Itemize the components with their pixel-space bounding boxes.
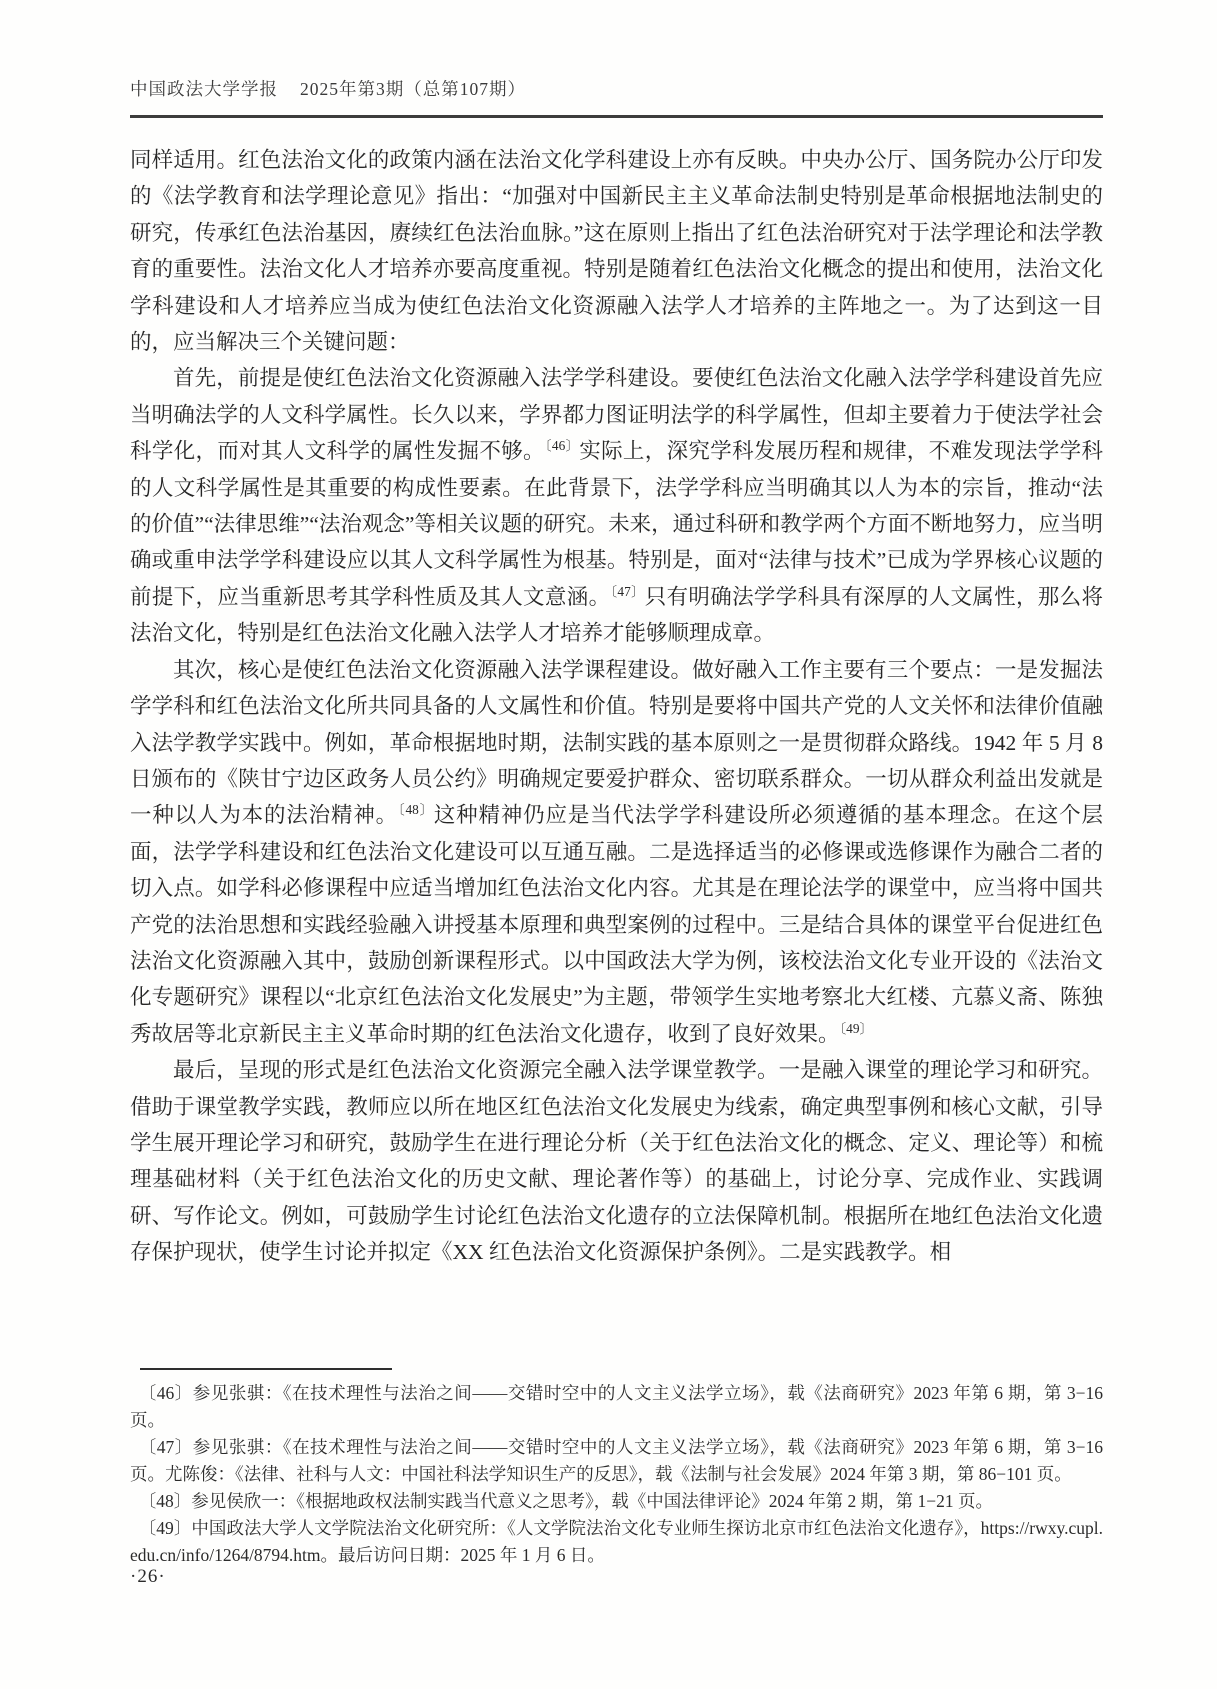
page-number: ·26· [130,1566,166,1587]
footnote-ref: 〔46〕 [544,438,580,454]
footnote-47: 〔47〕参见张骐：《在技术理性与法治之间——交错时空中的人文主义法学立场》，载《法商研究》2023 年第 6 期，第 3−16 页。尤陈俊：《法律、社科与人文：中国社科法学知识生产的反思》，载《法制与社会发展》2024 年第 3 期，第 86−101 页。 [130,1437,1103,1484]
issue-info: 2025年第3期（总第107期） [300,79,526,99]
footnote-ref: 〔48〕 [398,802,434,818]
footnote-area [130,1368,1103,1569]
paragraph: 其次，核心是使红色法治文化资源融入法学课程建设。做好融入工作主要有三个要点：一是发掘法学学科和红色法治文化所共同具备的人文属性和价值。特别是要将中国共产党的人文关怀和法律价值融入法学教学实践中。例如，革命根据地时期，法制实践的基本原则之一是贯彻群众路线。1942 年 5 月 8 日颁布的《陕甘宁边区政务人员公约》明确规定要爱护群众、密切联系群众。一切从群众利益出发就是一种以人为本的法治精神。$^{〔48〕}$这种精神仍应是当代法学学科建设所必须遵循的基本理念。在这个层面，法学学科建设和红色法治文化建设可以互通互融。二是选择适当的必修课或选修课作为融合二者的切入点。如学科必修课程中应适当增加红色法治文化内容。尤其是在理论法学的课堂中，应当将中国共产党的法治思想和实践经验融入讲授基本原理和典型案例的过程中。三是结合具体的课堂平台促进红色法治文化资源融入其中，鼓励创新课程形式。以中国政法大学为例，该校法治文化专业开设的《法治文化专题研究》课程以“北京红色法治文化发展史”为主题，带领学生实地考察北大红楼、亢慕义斋、陈独秀故居等北京新民主主义革命时期的红色法治文化遗存，收到了良好效果。$^{〔49〕}$ [130,657,1103,1046]
paragraph: 首先，前提是使红色法治文化资源融入法学学科建设。要使红色法治文化融入法学学科建设首先应当明确法学的人文科学属性。长久以来，学界都力图证明法学的科学属性，但却主要着力于使法学社会科学化，而对其人文科学的属性发掘不够。$^{〔46〕}$实际上，深究学科发展历程和规律，不难发现法学学科的人文科学属性是其重要的构成性要素。在此背景下，法学学科应当明确其以人为本的宗旨，推动“法的价值”“法律思维”“法治观念”等相关议题的研究。未来，通过科研和教学两个方面不断地努力，应当明确或重申法学学科建设应以其人文科学属性为根基。特别是，面对“法律与技术”已成为学界核心议题的前提下，应当重新思考其学科性质及其人文意涵。$^{〔47〕}$只有明确法学学科具有深厚的人文属性，那么将法治文化，特别是红色法治文化融入法学人才培养才能够顺理成章。 [130,366,1103,646]
paragraph: 最后，呈现的形式是红色法治文化资源完全融入法学课堂教学。一是融入课堂的理论学习和研究。借助于课堂教学实践，教师应以所在地区红色法治文化发展史为线索，确定典型事例和核心文献，引导学生展开理论学习和研究，鼓励学生在进行理论分析（关于红色法治文化的概念、定义、理论等）和梳理基础材料（关于红色法治文化的历史文献、理论著作等）的基础上，讨论分享、完成作业、实践调研、写作论文。例如，可鼓励学生讨论红色法治文化遗存的立法保障机制。根据所在地红色法治文化遗存保护现状，使学生讨论并拟定《XX 红色法治文化资源保护条例》。二是实践教学。相 [130,1058,1103,1265]
paragraph: 同样适用。红色法治文化的政策内涵在法治文化学科建设上亦有反映。中央办公厅、国务院办公厅印发的《法学教育和法学理论意见》指出：“加强对中国新民主主义革命法制史特别是革命根据地法制史的研究，传承红色法治基因，赓续红色法治血脉。”这在原则上指出了红色法治研究对于法学理论和法学教育的重要性。法治文化人才培养亦要高度重视。特别是随着红色法治文化概念的提出和使用，法治文化学科建设和人才培养应当成为使红色法治文化资源融入法学人才培养的主阵地之一。为了达到这一目的，应当解决三个关键问题： [130,148,1103,355]
footnote-46: 〔46〕参见张骐：《在技术理性与法治之间——交错时空中的人文主义法学立场》，载《法商研究》2023 年第 6 期，第 3−16 页。 [130,1383,1103,1430]
footnote-49: 〔49〕中国政法大学人文学院法治文化研究所：《人文学院法治文化专业师生探访北京市红色法治文化遗存》，https://rwxy.cupl.edu.cn/info/1264/8794.htm。最后访问日期：2025 年 1 月 6 日。 [130,1518,1103,1565]
header-rule [130,115,1103,118]
footnote-48: 〔48〕参见侯欣一：《根据地政权法制实践当代意义之思考》，载《中国法律评论》2024 年第 2 期，第 1−21 页。 [138,1491,993,1511]
footnote-rule [140,1368,392,1370]
footnote-ref: 〔47〕 [610,583,645,599]
body-text [130,142,1103,1271]
journal-name: 中国政法大学学报 [130,79,278,99]
journal-header [130,0,1103,101]
footnote-ref: 〔49〕 [839,1020,873,1036]
